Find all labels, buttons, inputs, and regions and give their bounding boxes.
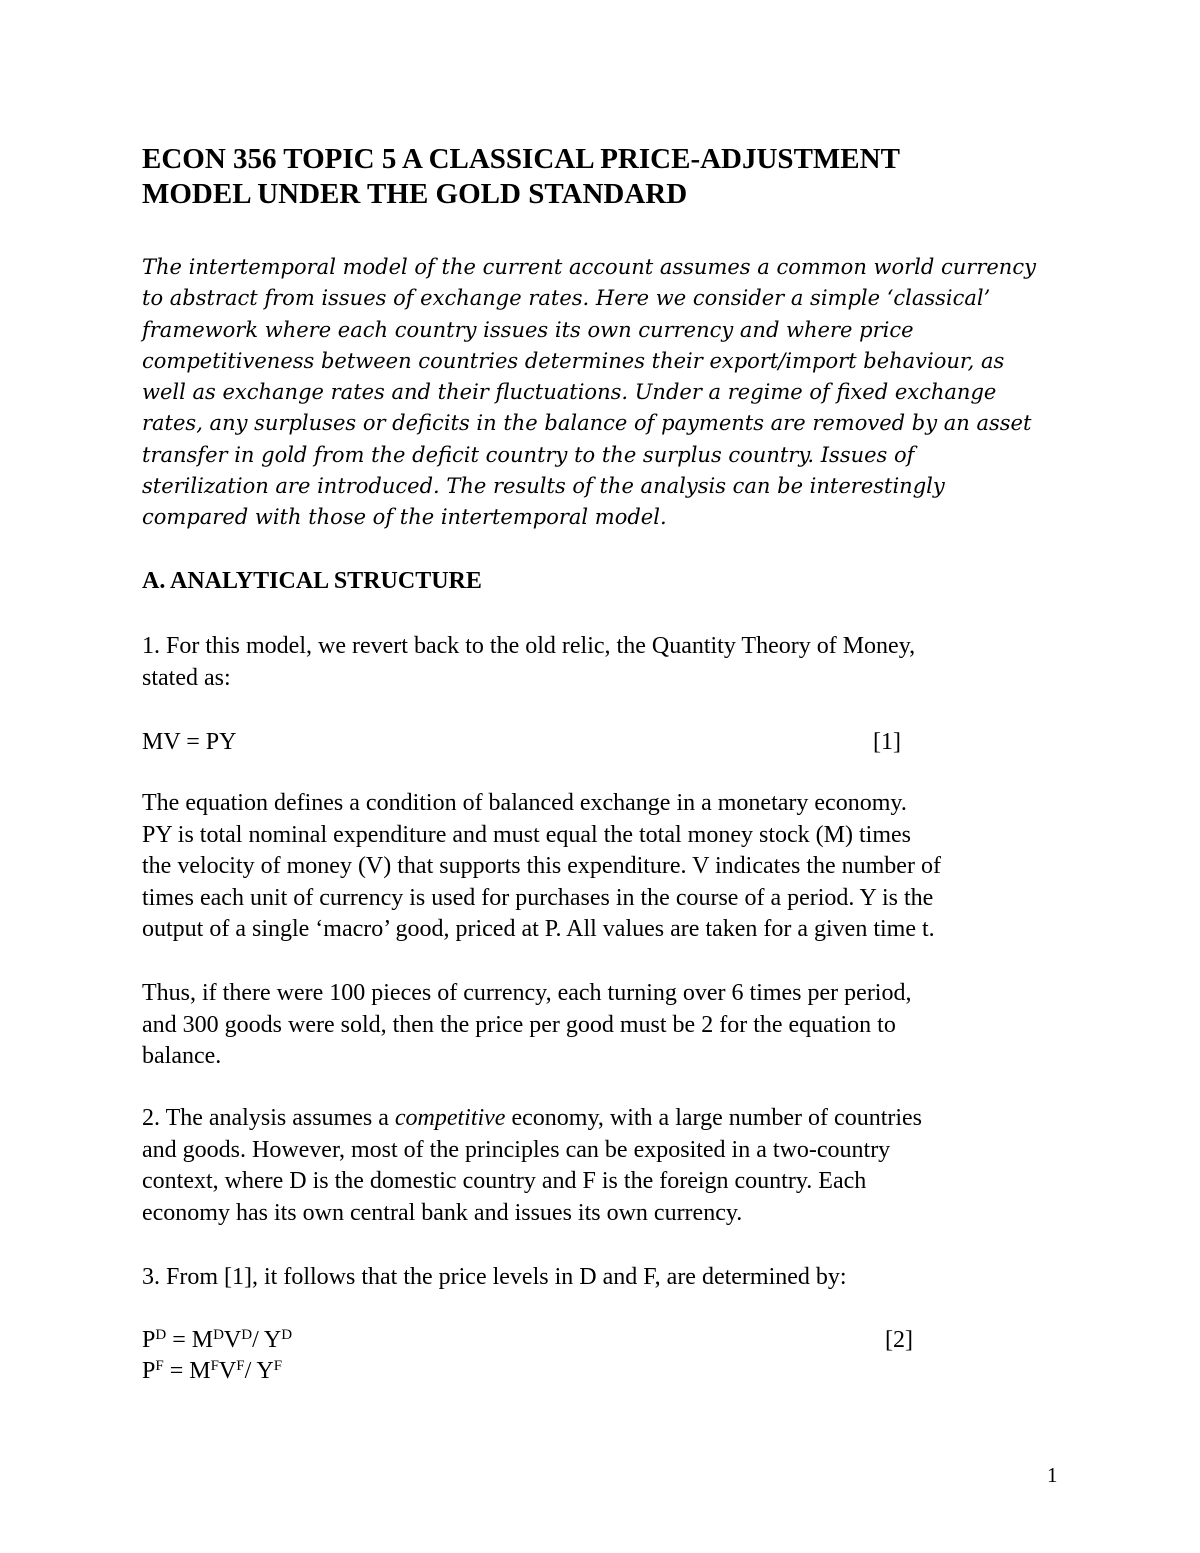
paragraph-line: economy has its own central bank and issues its own currency.	[142, 1199, 743, 1226]
paragraph-1	[142, 631, 1072, 694]
paragraph-line	[142, 1103, 1072, 1135]
emphasis-competitive: competitive	[394, 1105, 506, 1131]
paragraph-line: PY is total nominal expenditure and must equal the total money stock (M) times	[142, 821, 911, 848]
abstract-line: well as exchange rates and their fluctuations. Under a regime of fixed exchange	[142, 380, 997, 405]
abstract-line: sterilization are introduced. The results of the analysis can be interestingly	[142, 474, 945, 499]
equation-1: MV = PY	[142, 729, 237, 755]
paragraph-line: The equation defines a condition of balanced exchange in a monetary economy.	[142, 790, 907, 816]
paragraph-line: stated as:	[142, 664, 231, 691]
abstract-line: to abstract from issues of exchange rates. Here we consider a simple ‘classical’	[142, 286, 991, 311]
text-segment: 2. The analysis assumes a	[142, 1105, 395, 1131]
paragraph-line: and 300 goods were sold, then the price per good must be 2 for the equation to	[142, 1011, 896, 1038]
abstract-line: competitiveness between countries determines their export/import behaviour, as	[142, 348, 1005, 373]
page-number: 1	[1047, 1463, 1058, 1487]
paragraph-2	[142, 1103, 1072, 1229]
abstract-line: transfer in gold from the deficit country to the surplus country. Issues of	[142, 442, 915, 467]
abstract-line: rates, any surpluses or deficits in the balance of payments are removed by an asset	[142, 411, 1032, 436]
title-line-1: ECON 356 TOPIC 5 A CLASSICAL PRICE-ADJUSTMENT	[142, 143, 900, 175]
paragraph-line: output of a single ‘macro’ good, priced at P. All values are taken for a given time t.	[142, 916, 935, 942]
text-segment: economy, with a large number of countries	[505, 1105, 923, 1131]
title-line-2: MODEL UNDER THE GOLD STANDARD	[142, 178, 688, 210]
paragraph-line: context, where D is the domestic country and F is the foreign country. Each	[142, 1168, 867, 1194]
paragraph-3	[142, 1262, 1072, 1294]
equation-2-foreign: $P^F = M^FV^F/$ $Y^F$	[142, 1358, 283, 1384]
paragraph-example	[142, 978, 1072, 1073]
abstract-line: compared with those of the intertemporal model.	[142, 505, 667, 530]
abstract-line: The intertemporal model of the current account assumes a common world currency	[142, 255, 1036, 279]
section-heading-a: A. ANALYTICAL STRUCTURE	[142, 568, 482, 594]
equation-1-number: [1]	[873, 729, 901, 755]
abstract-paragraph	[142, 252, 1072, 534]
paragraph-line: and goods. However, most of the principles can be exposited in a two-country	[142, 1136, 891, 1163]
abstract-line: framework where each country issues its own currency and where price	[142, 317, 914, 342]
paragraph-line: balance.	[142, 1043, 222, 1069]
equation-2-domestic: $P^D = M^DV^D/$ $Y^D$	[142, 1327, 293, 1353]
equation-2-number: [2]	[885, 1327, 913, 1353]
paragraph-line: Thus, if there were 100 pieces of currency, each turning over 6 times per period,	[142, 980, 912, 1006]
paragraph-line: the velocity of money (V) that supports this expenditure. V indicates the number of	[142, 853, 941, 879]
paragraph-line: times each unit of currency is used for purchases in the course of a period. Y is the	[142, 884, 934, 911]
paragraph-line: 3. From [1], it follows that the price levels in D and F, are determined by:	[142, 1264, 847, 1290]
page-title	[142, 142, 1042, 212]
paragraph-equation-explanation	[142, 788, 1072, 946]
paragraph-line: 1. For this model, we revert back to the old relic, the Quantity Theory of Money,	[142, 633, 916, 659]
